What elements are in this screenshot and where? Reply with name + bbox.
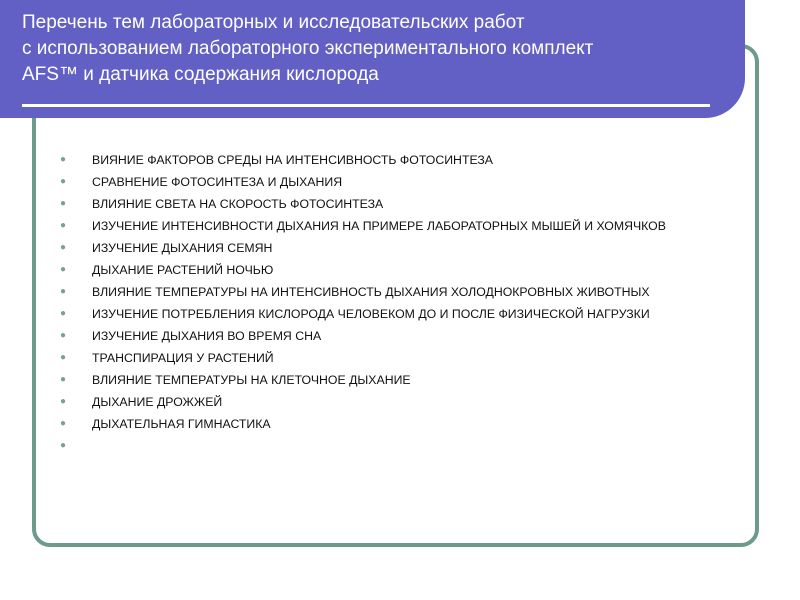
bullet-icon: ● xyxy=(60,176,67,187)
bullet-icon: ● xyxy=(60,330,67,341)
list-item xyxy=(60,328,720,344)
topic-list xyxy=(60,152,720,451)
list-item xyxy=(60,350,720,366)
list-item-text: ИЗУЧЕНИЕ ПОТРЕБЛЕНИЯ КИСЛОРОДА ЧЕЛОВЕКОМ ДО И ПОСЛЕ ФИЗИЧЕСКОЙ НАГРУЗКИ xyxy=(92,307,650,321)
title-banner xyxy=(0,0,745,118)
list-item xyxy=(60,196,720,212)
list-item xyxy=(60,416,720,432)
bullet-icon: ● xyxy=(60,374,67,385)
list-item xyxy=(60,218,720,234)
list-item-text: ВИЯНИЕ ФАКТОРОВ СРЕДЫ НА ИНТЕНСИВНОСТЬ ФОТОСИНТЕЗА xyxy=(92,153,494,167)
list-item xyxy=(60,174,720,190)
bullet-icon: ● xyxy=(60,286,67,297)
bullet-icon: ● xyxy=(60,308,67,319)
list-item xyxy=(60,306,720,322)
bullet-icon: ● xyxy=(60,154,67,165)
list-item xyxy=(60,152,720,168)
bullet-icon: ● xyxy=(60,352,67,363)
list-item-text: ТРАНСПИРАЦИЯ У РАСТЕНИЙ xyxy=(92,351,274,365)
slide-title: Перечень тем лабораторных и исследовательских работ с использованием лабораторного экспериментального комплект AFS™ и датчика содержания кислорода xyxy=(22,12,594,85)
list-item-text: ДЫХАТЕЛЬНАЯ ГИМНАСТИКА xyxy=(92,417,271,431)
title-underline xyxy=(22,104,710,107)
list-item-text: ВЛИЯНИЕ ТЕМПЕРАТУРЫ НА КЛЕТОЧНОЕ ДЫХАНИЕ xyxy=(92,373,411,387)
list-item xyxy=(60,372,720,388)
list-item-text: ВЛИЯНИЕ СВЕТА НА СКОРОСТЬ ФОТОСИНТЕЗА xyxy=(92,197,384,211)
list-item xyxy=(60,262,720,278)
bullet-icon: ● xyxy=(60,418,67,429)
bullet-icon: ● xyxy=(60,220,67,231)
list-item xyxy=(60,240,720,256)
list-item xyxy=(60,284,720,300)
bullet-icon: ● xyxy=(60,242,67,253)
list-item-text: ВЛИЯНИЕ ТЕМПЕРАТУРЫ НА ИНТЕНСИВНОСТЬ ДЫХАНИЯ ХОЛОДНОКРОВНЫХ ЖИВОТНЫХ xyxy=(92,285,650,299)
bullet-icon: ● xyxy=(60,440,67,451)
bullet-icon: ● xyxy=(60,198,67,209)
list-item-text: ДЫХАНИЕ ДРОЖЖЕЙ xyxy=(92,395,223,409)
bullet-icon: ● xyxy=(60,396,67,407)
list-item-text: ИЗУЧЕНИЕ ДЫХАНИЯ ВО ВРЕМЯ СНА xyxy=(92,329,322,343)
bullet-icon: ● xyxy=(60,264,67,275)
list-item-text: ДЫХАНИЕ РАСТЕНИЙ НОЧЬЮ xyxy=(92,263,274,277)
list-item-text: ИЗУЧЕНИЕ ДЫХАНИЯ СЕМЯН xyxy=(92,241,273,255)
list-item xyxy=(60,394,720,410)
list-item-text: ИЗУЧЕНИЕ ИНТЕНСИВНОСТИ ДЫХАНИЯ НА ПРИМЕРЕ ЛАБОРАТОРНЫХ МЫШЕЙ И ХОМЯЧКОВ xyxy=(92,219,666,233)
list-item-text: СРАВНЕНИЕ ФОТОСИНТЕЗА И ДЫХАНИЯ xyxy=(92,175,343,189)
